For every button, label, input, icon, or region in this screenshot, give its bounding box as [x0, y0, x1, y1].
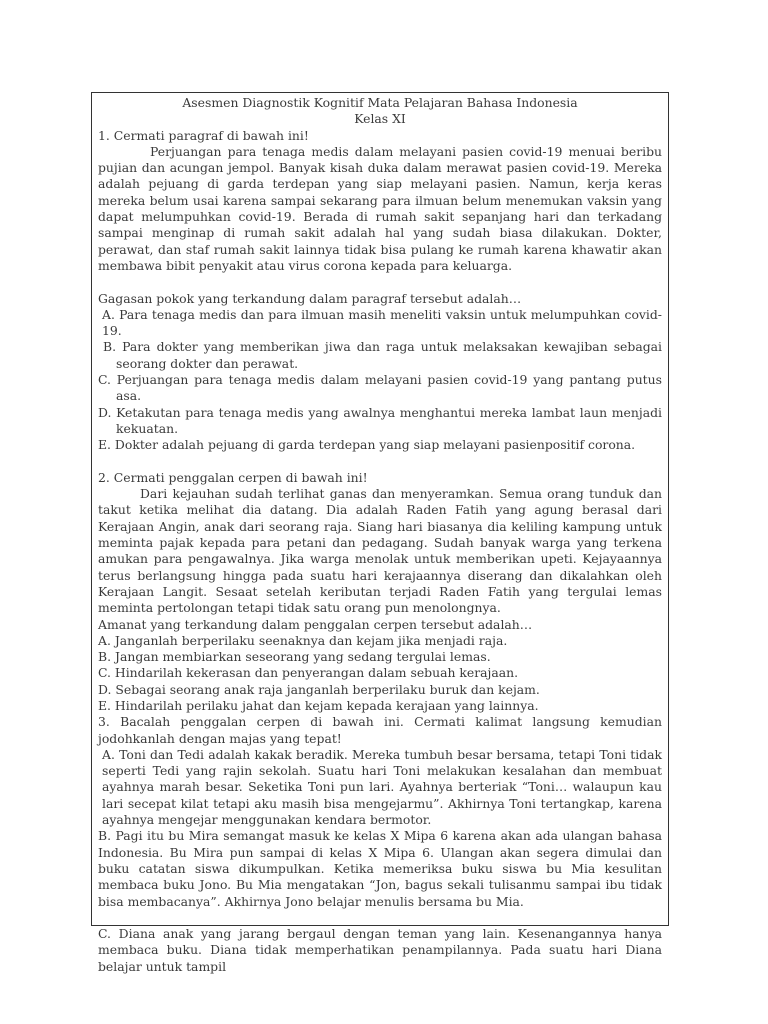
- q1-option-d: D. Ketakutan para tenaga medis yang awalnya menghantui mereka lambat laun menjadi kekuatan.: [98, 404, 662, 436]
- spacer: [98, 454, 662, 470]
- q3-instruction: 3. Bacalah penggalan cerpen di bawah ini. Cermati kalimat langsung kemudian jodohkanlah dengan majas yang tepat!: [98, 714, 662, 746]
- q1-option-e: E. Dokter adalah pejuang di garda terdepan yang siap melayani pasienpositif corona.: [98, 437, 636, 453]
- q2-option-d: D. Sebagai seorang anak raja janganlah berperilaku buruk dan kejam.: [98, 681, 540, 697]
- q3-passage-a: A. Toni dan Tedi adalah kakak beradik. Mereka tumbuh besar bersama, tetapi Toni tidak seperti Tedi yang rajin sekolah. Suatu hari Toni melakukan kesalahan dan membuat ayahnya marah besar. Seketika Toni pun lari. Ayahnya berteriak “Toni… walaupun kau lari secepat kilat tetapi aku masih bisa mengejarmu”. Akhirnya Toni tertangkap, karena ayahnya mengejar menggunakan kendara bermotor.: [102, 746, 662, 828]
- document-page: [91, 92, 669, 974]
- spacer: [98, 910, 662, 926]
- q1-paragraph: Perjuangan para tenaga medis dalam melayani pasien covid-19 menuai beribu pujian dan acungan jempol. Banyak kisah duka dalam merawat pasien covid-19. Mereka adalah pejuang di garda terdepan yang siap melayani pasien. Namun, kerja keras mereka belum usai karena sampai sekarang para ilmuan belum menemukan vaksin yang dapat melumpuhkan covid-19. Berada di rumah sakit sepanjang hari dan terkadang sampai menginap di rumah sakit adalah hal yang sudah biasa dilakukan. Dokter, perawat, dan staf rumah sakit lainnya tidak bisa pulang ke rumah karena khawatir akan membawa bibit penyakit atau virus corona kepada para keluarga.: [98, 143, 662, 273]
- q1-option-b: B. Para dokter yang memberikan jiwa dan raga untuk melaksakan kewajiban sebagai seorang dokter dan perawat.: [103, 339, 662, 371]
- q2-option-a: A. Janganlah berperilaku seenaknya dan kejam jika menjadi raja.: [98, 632, 508, 648]
- q1-option-a: A. Para tenaga medis dan para ilmuan masih meneliti vaksin untuk melumpuhkan covid-19.: [102, 306, 662, 339]
- q3-passage-b: B. Pagi itu bu Mira semangat masuk ke kelas X Mipa 6 karena akan ada ulangan bahasa Indonesia. Bu Mira pun sampai di kelas X Mipa 6. Ulangan akan segera dimulai dan buku catatan siswa dikumpulkan. Ketika memeriksa buku siswa bu Mia kesulitan membaca buku Jono. Bu Mia mengatakan “Jon, bagus sekali tulisanmu sampai ibu tidak bisa membacanya”. Akhirnya Jono belajar menulis bersama bu Mia.: [98, 828, 662, 909]
- q2-option-e: E. Hindarilah perilaku jahat dan kejam kepada kerajaan yang lainnya.: [98, 697, 539, 713]
- q2-option-b: B. Jangan membiarkan seseorang yang sedang tergulai lemas.: [98, 649, 491, 665]
- document-title: Asesmen Diagnostik Kognitif Mata Pelajaran Bahasa Indonesia: [182, 95, 578, 110]
- question-2: [98, 470, 662, 714]
- q2-instruction: 2. Cermati penggalan cerpen di bawah ini!: [98, 469, 368, 485]
- q2-paragraph: Dari kejauhan sudah terlihat ganas dan menyeramkan. Semua orang tunduk dan takut ketika melihat dia datang. Dia adalah Raden Fatih yang agung berasal dari Kerajaan Angin, anak dari seorang raja. Siang hari biasanya dia keliling kampung untuk meminta pajak kepada para petani dan pedagang. Sudah banyak warga yang terkena amukan para pengawalnya. Jika warga menolak untuk memberikan upeti. Kejayaannya terus berlangsung hingga pada suatu hari kerajaannya diserang dan dikalahkan oleh Kerajaan Langit. Sesaat setelah keributan terjadi Raden Fatih yang tergulai lemas meminta pertolongan tetapi tidak satu orang pun menolongnya.: [98, 486, 662, 616]
- spacer: [98, 274, 662, 290]
- q3-passage-c: C. Diana anak yang jarang bergaul dengan teman yang lain. Kesenangannya hanya membaca buku. Diana tidak memperhatikan penampilannya. Pada suatu hari Diana belajar untuk tampil: [98, 926, 662, 974]
- q1-option-c: C. Perjuangan para tenaga medis dalam melayani pasien covid-19 yang pantang putus asa.: [98, 372, 662, 404]
- question-3: [98, 714, 662, 975]
- q2-question: Amanat yang terkandung dalam penggalan cerpen tersebut adalah…: [98, 616, 533, 632]
- q1-instruction: 1. Cermati paragraf di bawah ini!: [98, 127, 309, 143]
- document-subtitle: Kelas XI: [354, 111, 406, 127]
- question-1: [98, 128, 662, 454]
- q1-question: Gagasan pokok yang terkandung dalam paragraf tersebut adalah…: [98, 290, 522, 306]
- q2-option-c: C. Hindarilah kekerasan dan penyerangan dalam sebuah kerajaan.: [98, 665, 519, 681]
